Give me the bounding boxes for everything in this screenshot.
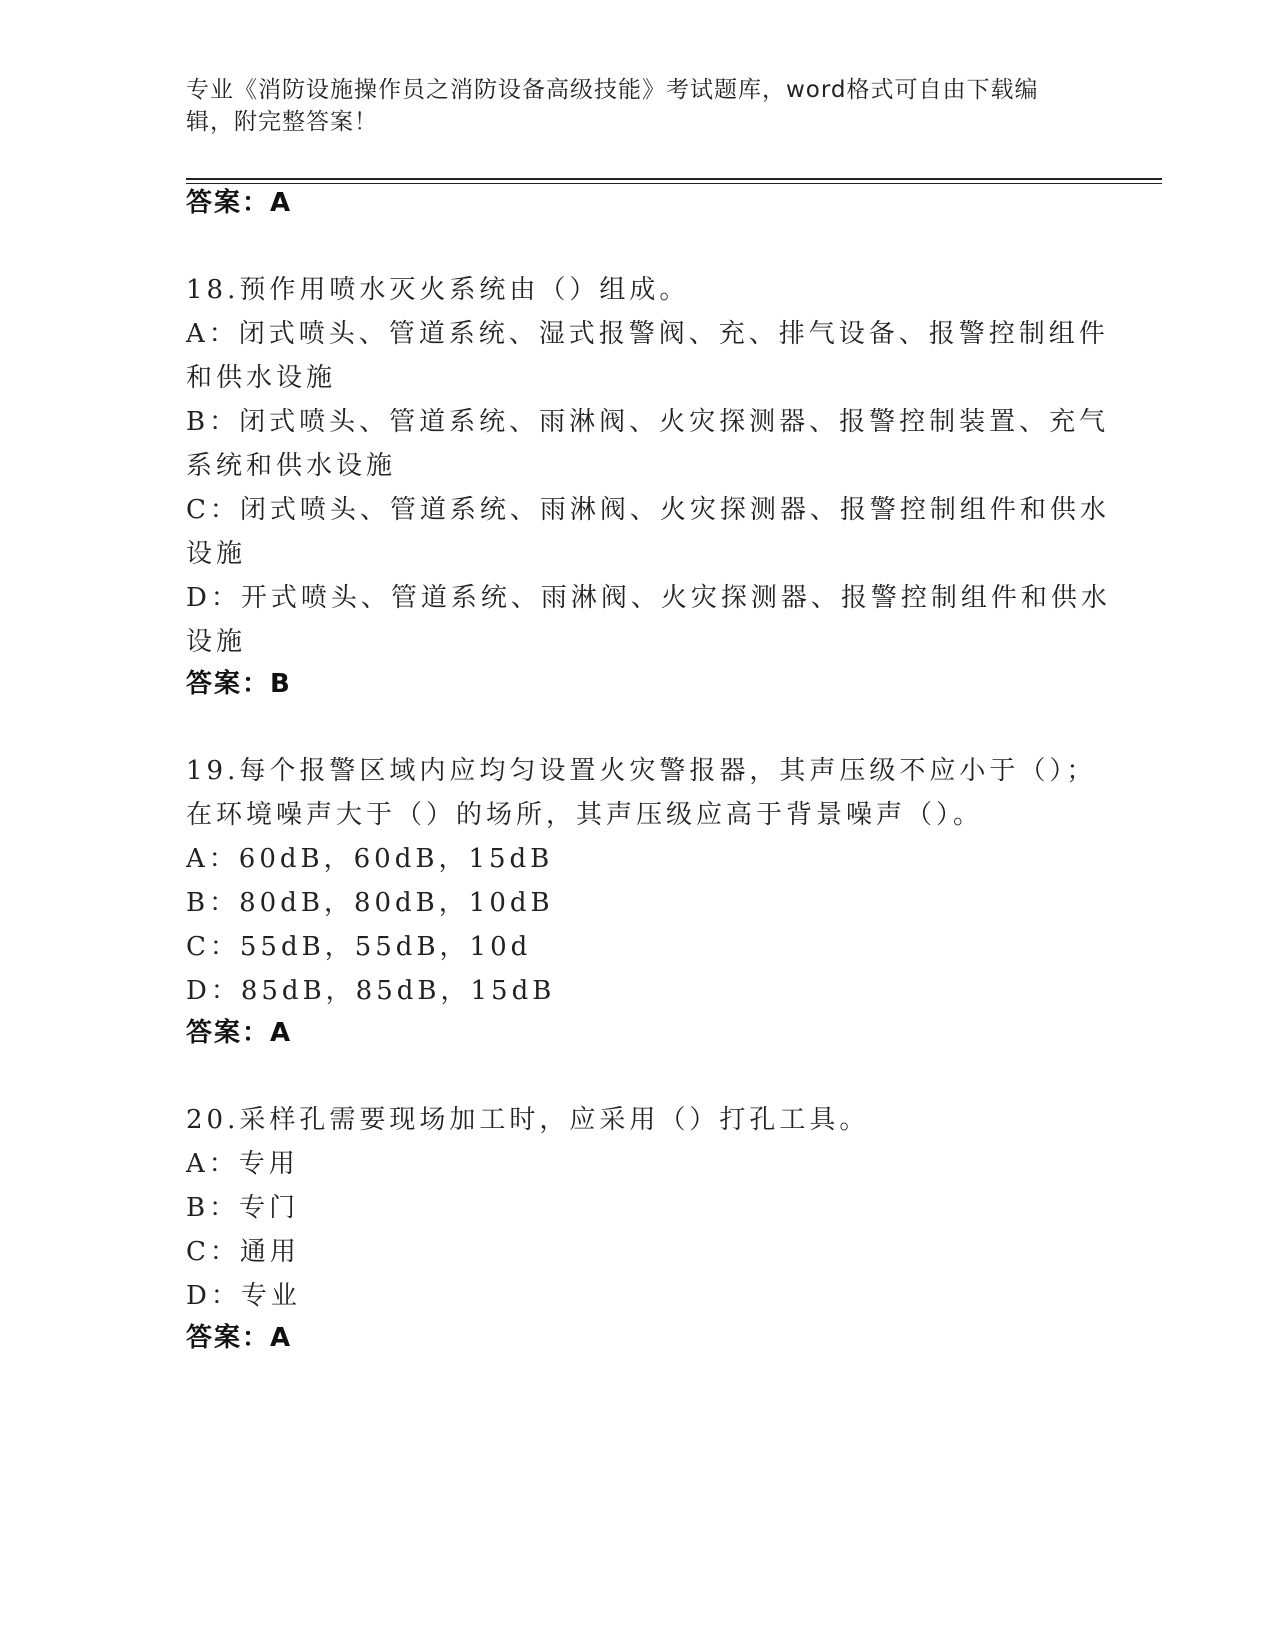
q20-option-c: C：通用 — [186, 1237, 300, 1267]
q18-option-b-cont: 系统和供水设施 — [186, 451, 397, 481]
q18-answer: 答案：B — [186, 669, 292, 699]
q19-answer: 答案：A — [186, 1018, 293, 1048]
q18-option-d-cont: 设施 — [186, 627, 247, 657]
document-header: 专业《消防设施操作员之消防设备高级技能》考试题库，word格式可自由下载编辑，附完整答案！ — [186, 77, 1039, 135]
q20-answer: 答案：A — [186, 1323, 293, 1353]
q19-option-d: D：85dB，85dB，15dB — [186, 976, 556, 1006]
q20-option-a: A：专用 — [186, 1149, 299, 1179]
q18-option-d: D：开式喷头、管道系统、雨淋阀、火灾探测器、报警控制组件和供水 — [186, 583, 1111, 613]
q18-option-c-cont: 设施 — [186, 539, 247, 569]
q19-option-c: C：55dB，55dB，10d — [186, 932, 532, 962]
q20-option-b: B：专门 — [186, 1193, 300, 1223]
q19-stem-cont: 在环境噪声大于（）的场所，其声压级应高于背景噪声（）。 — [186, 800, 984, 830]
header-rule-thick — [186, 178, 1162, 180]
q20-stem: 20.采样孔需要现场加工时，应采用（）打孔工具。 — [186, 1105, 870, 1135]
q18-stem: 18.预作用喷水灭火系统由（）组成。 — [186, 275, 690, 305]
q18-option-b: B：闭式喷头、管道系统、雨淋阀、火灾探测器、报警控制装置、充气 — [186, 407, 1110, 437]
q20-option-d: D：专业 — [186, 1281, 301, 1311]
q18-option-a-cont: 和供水设施 — [186, 363, 337, 393]
prev-question-answer: 答案：A — [186, 188, 293, 218]
q19-stem: 19.每个报警区域内应均匀设置火灾警报器，其声压级不应小于（）； — [186, 756, 1097, 786]
header-rule-thin — [186, 183, 1162, 184]
q19-option-b: B：80dB，80dB，10dB — [186, 888, 554, 918]
q19-option-a: A：60dB，60dB，15dB — [186, 844, 554, 874]
q18-option-c: C：闭式喷头、管道系统、雨淋阀、火灾探测器、报警控制组件和供水 — [186, 495, 1110, 525]
q18-option-a: A：闭式喷头、管道系统、湿式报警阀、充、排气设备、报警控制组件 — [186, 319, 1109, 349]
